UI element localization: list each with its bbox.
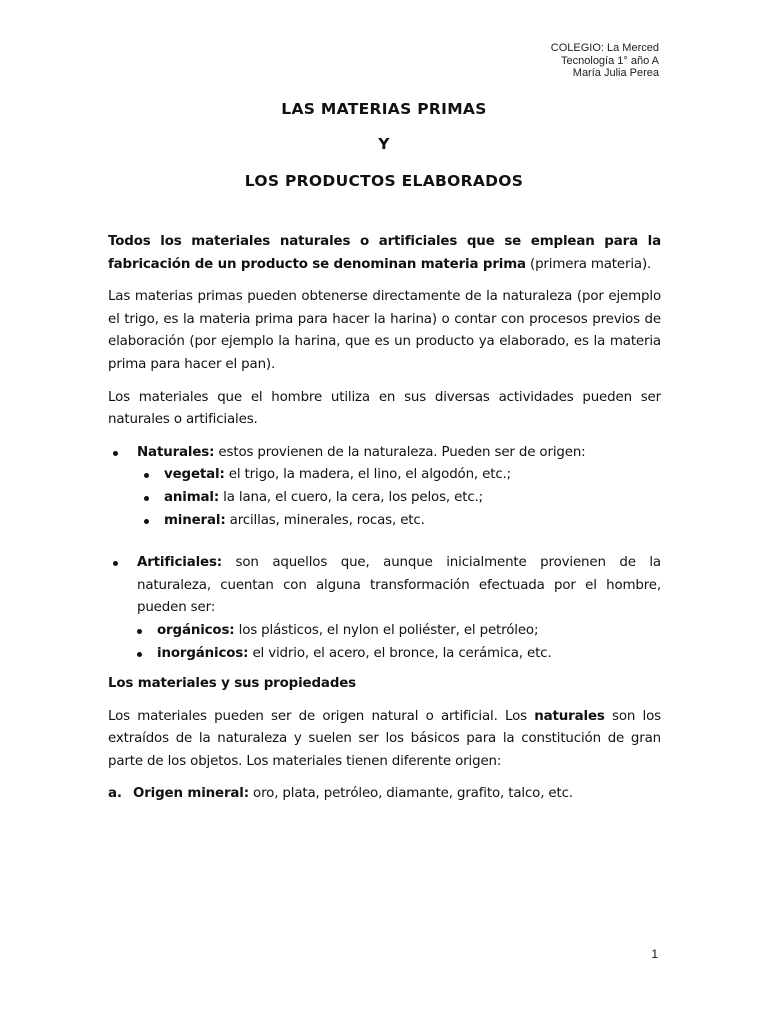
paragraph-obtencion: Las materias primas pueden obtenerse directamente de la naturaleza (por ejemplo el trigo, es la materia prima para hacer la harina) o contar con procesos previos de elaboración (por ejemplo la harina, que es un producto ya elaborado, es la materia prima para hacer el pan). bbox=[108, 289, 661, 372]
page-number: 1 bbox=[651, 947, 658, 961]
organicos-label: orgánicos: bbox=[157, 622, 235, 638]
origin-text: oro, plata, petróleo, diamante, grafito, talco, etc. bbox=[248, 786, 573, 802]
school-header bbox=[551, 42, 659, 80]
list-item-vegetal bbox=[137, 464, 661, 487]
paragraph-materiales: Los materiales que el hombre utiliza en sus diversas actividades pueden ser naturales o artificiales. bbox=[108, 389, 661, 428]
list-item-mineral bbox=[137, 510, 661, 533]
header-course: Tecnología 1° año A bbox=[561, 54, 659, 67]
mineral-label: mineral: bbox=[164, 512, 226, 528]
artificiales-text: son aquellos que, aunque inicialmente provienen de la naturaleza, cuentan con alguna transformación efectuada por el hombre, pueden ser: bbox=[137, 555, 661, 616]
list-item-naturales bbox=[108, 442, 661, 532]
list-item-artificiales bbox=[108, 552, 661, 665]
paragraph-propiedades bbox=[108, 706, 661, 774]
inorganicos-text: el vidrio, el acero, el bronce, la cerámica, etc. bbox=[248, 645, 552, 661]
propiedades-bold: naturales bbox=[534, 708, 605, 724]
animal-label: animal: bbox=[164, 489, 220, 505]
header-author: María Julia Perea bbox=[572, 67, 659, 79]
origin-letter: a. bbox=[108, 786, 122, 802]
mineral-text: arcillas, minerales, rocas, etc. bbox=[225, 512, 425, 528]
naturales-text: estos provienen de la naturaleza. Pueden ser de origen: bbox=[214, 444, 586, 460]
title-y: Y bbox=[378, 135, 390, 153]
intro-rest: (primera materia). bbox=[525, 256, 652, 272]
title-productos-elaborados: LOS PRODUCTOS ELABORADOS bbox=[244, 172, 524, 190]
propiedades-text-start: Los materiales pueden ser de origen natural o artificial. Los bbox=[108, 708, 535, 724]
organicos-text: los plásticos, el nylon el poliéster, el petróleo; bbox=[234, 622, 539, 638]
inorganicos-label: inorgánicos: bbox=[157, 645, 249, 661]
artificiales-sublist bbox=[137, 620, 661, 665]
intro-paragraph bbox=[108, 231, 661, 276]
intro-bold: Todos los materiales naturales o artificiales que se emplean para la fabricación de un producto se denominan materia prima bbox=[108, 234, 661, 272]
list-item-organicos bbox=[137, 620, 661, 643]
header-school: COLEGIO: La Merced bbox=[550, 42, 659, 54]
section-title-propiedades: Los materiales y sus propiedades bbox=[108, 676, 357, 692]
naturales-label: Naturales: bbox=[137, 444, 215, 460]
artificiales-list bbox=[108, 552, 661, 665]
spacer bbox=[108, 532, 661, 552]
naturales-sublist bbox=[137, 464, 661, 532]
origin-item-mineral bbox=[108, 783, 661, 806]
list-item-inorganicos bbox=[137, 643, 661, 666]
vegetal-label: vegetal: bbox=[164, 467, 225, 483]
naturales-list bbox=[108, 442, 661, 532]
list-item-animal bbox=[137, 487, 661, 510]
document-body bbox=[108, 231, 661, 806]
artificiales-label: Artificiales: bbox=[137, 555, 222, 571]
animal-text: la lana, el cuero, la cera, los pelos, etc.; bbox=[219, 489, 483, 505]
title-materias-primas: LAS MATERIAS PRIMAS bbox=[281, 100, 487, 118]
origin-label: Origen mineral: bbox=[133, 786, 249, 802]
propiedades-text-end: son los extraídos de la naturaleza y suelen ser los básicos para la constitución de gran parte de los objetos. Los materiales tienen diferente origen: bbox=[108, 708, 662, 769]
vegetal-text: el trigo, la madera, el lino, el algodón, etc.; bbox=[224, 467, 512, 483]
